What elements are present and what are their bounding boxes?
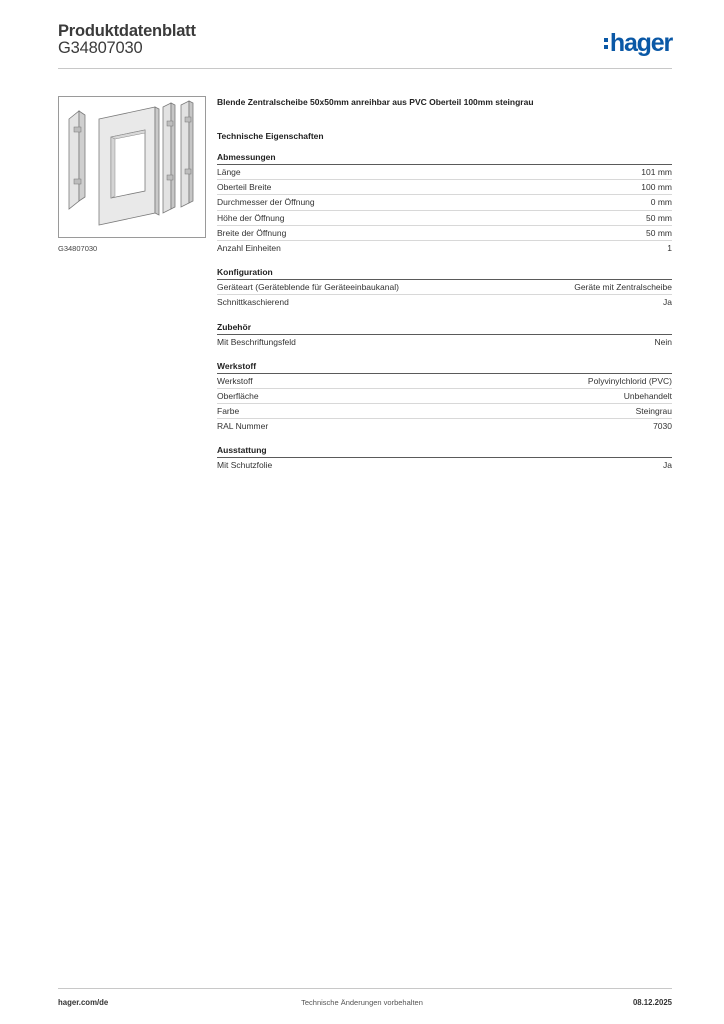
property-label: Farbe <box>217 406 240 417</box>
property-value: 7030 <box>653 421 672 432</box>
property-label: Oberteil Breite <box>217 182 272 193</box>
property-value: Polyvinylchlorid (PVC) <box>587 375 672 386</box>
property-row <box>217 389 672 404</box>
group-title: Konfiguration <box>217 267 672 280</box>
property-label: Höhe der Öffnung <box>217 212 285 223</box>
group-title: Ausstattung <box>217 445 672 458</box>
footer-website: hager.com/de <box>58 998 109 1007</box>
property-label: Mit Schutzfolie <box>217 460 273 471</box>
logo-text: hager <box>609 29 672 57</box>
product-details <box>217 96 672 473</box>
property-groups <box>217 152 672 473</box>
property-value: 101 mm <box>641 167 672 177</box>
property-row <box>217 404 672 419</box>
property-row <box>217 280 672 295</box>
property-value: 0 mm <box>650 197 672 208</box>
property-row <box>217 335 672 349</box>
property-value: Steingrau <box>635 406 672 417</box>
hager-logo <box>604 28 672 58</box>
property-value: Unbehandelt <box>623 390 672 401</box>
property-row <box>217 180 672 195</box>
property-group <box>217 152 672 255</box>
property-label: RAL Nummer <box>217 421 269 432</box>
group-title: Abmessungen <box>217 152 672 165</box>
property-value: 50 mm <box>646 227 672 238</box>
property-label: Oberfläche <box>217 390 259 401</box>
property-row <box>217 211 672 226</box>
page-header <box>58 20 672 69</box>
product-code: G34807030 <box>58 39 143 57</box>
property-value: Ja <box>663 297 672 308</box>
property-row <box>217 165 672 180</box>
group-title: Zubehör <box>217 322 672 335</box>
property-row <box>217 419 672 433</box>
footer-date: 08.12.2025 <box>632 998 672 1007</box>
property-group <box>217 267 672 309</box>
property-label: Durchmesser der Öffnung <box>217 197 315 208</box>
property-row <box>217 295 672 309</box>
image-caption: G34807030 <box>58 244 98 253</box>
property-label: Länge <box>217 167 241 177</box>
document-title: Produktdatenblatt <box>58 22 196 40</box>
product-image <box>58 96 206 238</box>
group-title: Werkstoff <box>217 361 672 374</box>
logo-dots-icon <box>604 38 608 49</box>
property-label: Breite der Öffnung <box>217 227 287 238</box>
property-group <box>217 445 672 472</box>
property-row <box>217 241 672 255</box>
property-value: 50 mm <box>646 212 672 223</box>
property-value: 1 <box>667 242 672 253</box>
property-label: Anzahl Einheiten <box>217 242 281 253</box>
property-value: Ja <box>663 460 672 471</box>
header-divider <box>58 68 672 69</box>
property-label: Geräteart (Geräteblende für Geräteeinbaukanal) <box>217 282 399 293</box>
property-label: Mit Beschriftungsfeld <box>217 336 296 347</box>
property-value: Nein <box>654 336 672 347</box>
section-title: Technische Eigenschaften <box>217 131 324 141</box>
cover-plate-illustration <box>59 97 205 237</box>
property-value: Geräte mit Zentralscheibe <box>574 282 672 293</box>
property-value: 100 mm <box>641 182 672 193</box>
property-label: Schnittkaschierend <box>217 297 289 308</box>
property-row <box>217 195 672 210</box>
footer-divider <box>58 988 672 989</box>
product-description: Blende Zentralscheibe 50x50mm anreihbar aus PVC Oberteil 100mm steingrau <box>217 97 534 107</box>
property-group <box>217 361 672 434</box>
property-label: Werkstoff <box>217 375 253 386</box>
property-row <box>217 458 672 472</box>
footer-disclaimer: Technische Änderungen vorbehalten <box>301 998 423 1007</box>
property-group <box>217 322 672 349</box>
property-row <box>217 226 672 241</box>
property-row <box>217 374 672 389</box>
